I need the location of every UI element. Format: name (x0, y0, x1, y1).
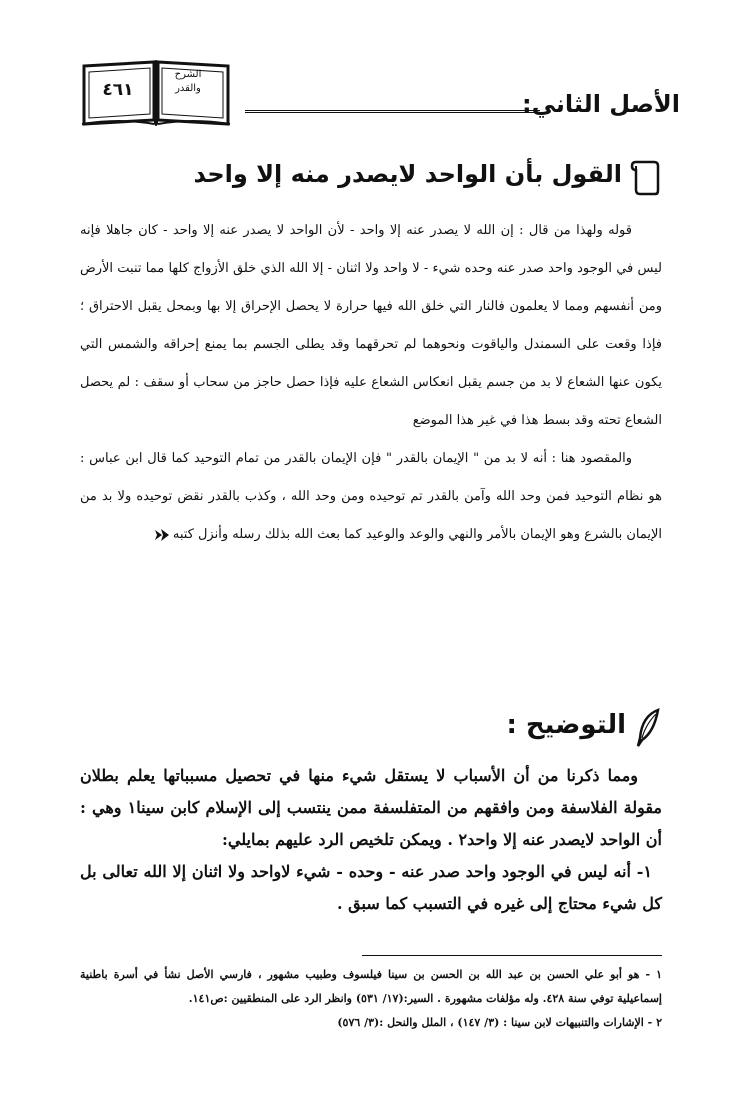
tawdih-heading: التوضيح : (506, 710, 626, 740)
quill-icon (634, 708, 662, 748)
quote-paragraph-1: قوله ولهذا من قال : إن الله لا يصدر عنه إلا واحد - لأن الواحد لا يصدر عنه إلا واحد - كان جاهلا فإنه ليس في الوجود واحد صدر عنه وحده شيء - لا واحد ولا اثنان - إلا الله الذي خلق الأزواج كلها مما تنبت الأرض ومن أنفسهم ومما لا يعلمون فالنار التي خلق الله فيها حرارة لا يحصل الإحراق إلا بها وبمحل يقبل الاحتراق ؛ فإذا وقعت على السمندل والياقوت ونحوهما لم تحرقهما وقد يطلى الجسم بما يمنع إحراقه والشمس التي يكون عنها الشعاع لا بد من جسم يقبل انعكاس الشعاع عليه فإذا حصل حاجز من سحاب أو سقف : لم يحصل الشعاع تحته وقد بسط هذا في غير هذا الموضع (80, 223, 662, 428)
book-label-line1: الشرح (174, 69, 202, 80)
footnote-2: ٢ - الإشارات والتنبيهات لابن سينا : (٣/ ١٤٧) ، الملل والنحل :(٣/ ٥٧٦) (337, 1016, 662, 1029)
open-book-icon (80, 58, 232, 128)
footnote-rule (362, 955, 662, 956)
explanation-text (80, 760, 662, 920)
quote-text (80, 212, 662, 554)
quote-paragraph-2: والمقصود هنا : أنه لا بد من " الإيمان بالقدر " فإن الإيمان بالقدر من تمام التوحيد كما قال ابن عباس : هو نظام التوحيد فمن وحد الله وآمن بالقدر تم توحيده ومن وحد الله ، وكذب بالقدر نقض توحيده ولا بد من الإيمان بالشرع وهو الإيمان بالأمر والنهي والوعد والوعيد كما بعث الله بذلك رسله وأنزل كتبه (80, 451, 662, 542)
ornament-icon (155, 529, 169, 541)
section-heading: القول بأن الواحد لايصدر منه إلا واحد (193, 160, 622, 188)
book-label (158, 68, 218, 96)
explanation-paragraph: ومما ذكرنا من أن الأسباب لا يستقل شيء منها في تحصيل مسبباتها يعلم بطلان مقولة الفلاسفة ومن وافقهم من المتفلسفة ممن ينتسب إلى الإسلام كابن سينا١ وهي : أن الواحد لايصدر عنه إلا واحد٢ . ويمكن تلخيص الرد عليهم بمايلي: (80, 766, 663, 849)
scroll-icon (630, 158, 660, 196)
page-number: ٤٦١ (102, 80, 134, 100)
book-label-line2: والقدر (175, 83, 201, 94)
quote-paragraph (80, 212, 662, 440)
explanation-item: ١- أنه ليس في الوجود واحد صدر عنه - وحده - شيء لاواحد ولا اثنان إلا الله تعالى بل كل شيء محتاج إلى غيره في التسبب كما سبق . (80, 862, 662, 913)
chapter-title: الأصل الثاني: (521, 90, 680, 118)
page-header (80, 52, 680, 132)
header-rule (245, 110, 540, 113)
footnote-1: ١ - هو أبو علي الحسن بن عبد الله بن الحسن بن سينا فيلسوف وطبيب مشهور ، فارسي الأصل نشأ في أسرة باطنية إسماعيلية توفي سنة ٤٢٨. وله مؤلفات مشهورة . السير:(١٧/ ٥٣١) وانظر الرد على المنطقيين :ص١٤١. (80, 968, 662, 1005)
footnotes (80, 963, 662, 1035)
quote-paragraph (80, 440, 662, 554)
